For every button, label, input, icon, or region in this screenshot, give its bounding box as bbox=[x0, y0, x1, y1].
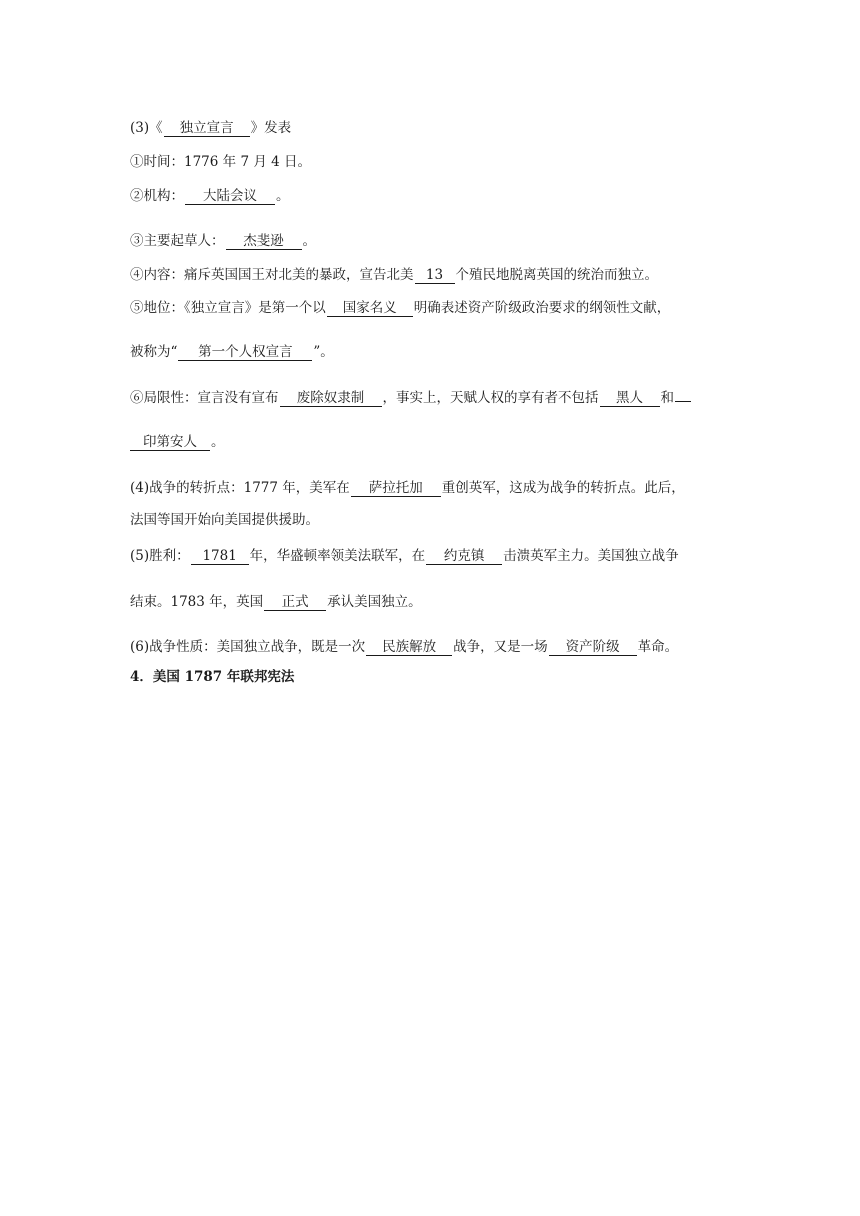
text: 结束。1783 年，英国 bbox=[130, 594, 264, 610]
time-line bbox=[130, 152, 740, 172]
text: 革命。 bbox=[637, 639, 679, 655]
text: (5)胜利： bbox=[130, 548, 190, 564]
drafter-line bbox=[130, 231, 740, 251]
limit-line bbox=[130, 388, 740, 408]
text: ①时间：1776 年 7 月 4 日。 bbox=[130, 154, 311, 170]
answer-blank: 约克镇 bbox=[426, 548, 502, 565]
text: 个殖民地脱离英国的统治而独立。 bbox=[455, 267, 658, 283]
text: 法国等国开始向美国提供援助。 bbox=[130, 512, 319, 528]
section-6-line bbox=[130, 637, 740, 657]
answer-blank: 萨拉托加 bbox=[351, 480, 441, 497]
status-line-2 bbox=[130, 342, 740, 362]
section-5-line-2 bbox=[130, 592, 740, 612]
answer-blank: 印第安人 bbox=[130, 434, 210, 451]
text: 。 bbox=[211, 434, 225, 450]
answer-blank: 黑人 bbox=[600, 390, 660, 407]
answer-blank: 正式 bbox=[264, 594, 326, 611]
text: ，事实上，天赋人权的享有者不包括 bbox=[382, 390, 599, 406]
text: 重创英军，这成为战争的转折点。此后， bbox=[441, 480, 685, 496]
answer-blank: 大陆会议 bbox=[185, 188, 275, 205]
answer-blank: 资产阶级 bbox=[549, 639, 637, 656]
answer-blank: 民族解放 bbox=[366, 639, 452, 656]
section-heading-4 bbox=[130, 667, 740, 687]
text: 。 bbox=[302, 233, 316, 249]
answer-blank: 13 bbox=[415, 267, 455, 284]
text: (4)战争的转折点：1777 年，美军在 bbox=[130, 480, 350, 496]
text: ⑤地位：《独立宣言》是第一个以 bbox=[130, 300, 326, 316]
content-line bbox=[130, 265, 740, 285]
org-line bbox=[130, 186, 740, 206]
status-line bbox=[130, 298, 740, 318]
section-5-line bbox=[130, 546, 740, 566]
text: ⑥局限性：宣言没有宣布 bbox=[130, 390, 279, 406]
section-4-line bbox=[130, 478, 740, 498]
answer-blank: 1781 bbox=[191, 548, 249, 565]
text: 》发表 bbox=[250, 120, 292, 136]
text: 战争，又是一场 bbox=[453, 639, 548, 655]
answer-blank: 第一个人权宣言 bbox=[178, 344, 312, 361]
text: 。 bbox=[276, 188, 290, 204]
text: 承认美国独立。 bbox=[327, 594, 422, 610]
answer-blank: 国家名义 bbox=[327, 300, 413, 317]
text: ②机构： bbox=[130, 188, 184, 204]
section-3-heading bbox=[130, 118, 740, 138]
text: ”。 bbox=[313, 344, 334, 360]
limit-line-2 bbox=[130, 432, 740, 452]
answer-blank: 废除奴隶制 bbox=[280, 390, 382, 407]
answer-blank: 杰斐逊 bbox=[226, 233, 302, 250]
blank-continuation bbox=[675, 401, 691, 402]
text: ④内容：痛斥英国国王对北美的暴政，宣告北美 bbox=[130, 267, 414, 283]
heading-text: 4．美国 1787 年联邦宪法 bbox=[130, 669, 295, 685]
answer-blank: 独立宣言 bbox=[164, 120, 250, 137]
text: 和 bbox=[660, 390, 674, 406]
text: 击溃英军主力。美国独立战争 bbox=[503, 548, 679, 564]
text: 年，华盛顿率领美法联军，在 bbox=[249, 548, 426, 564]
text: ③主要起草人： bbox=[130, 233, 225, 249]
text: (3)《 bbox=[130, 120, 163, 136]
text: 明确表述资产阶级政治要求的纲领性文献， bbox=[413, 300, 671, 316]
text: (6)战争性质：美国独立战争，既是一次 bbox=[130, 639, 366, 655]
section-4-line-2 bbox=[130, 510, 740, 530]
text: 被称为“ bbox=[130, 344, 178, 360]
